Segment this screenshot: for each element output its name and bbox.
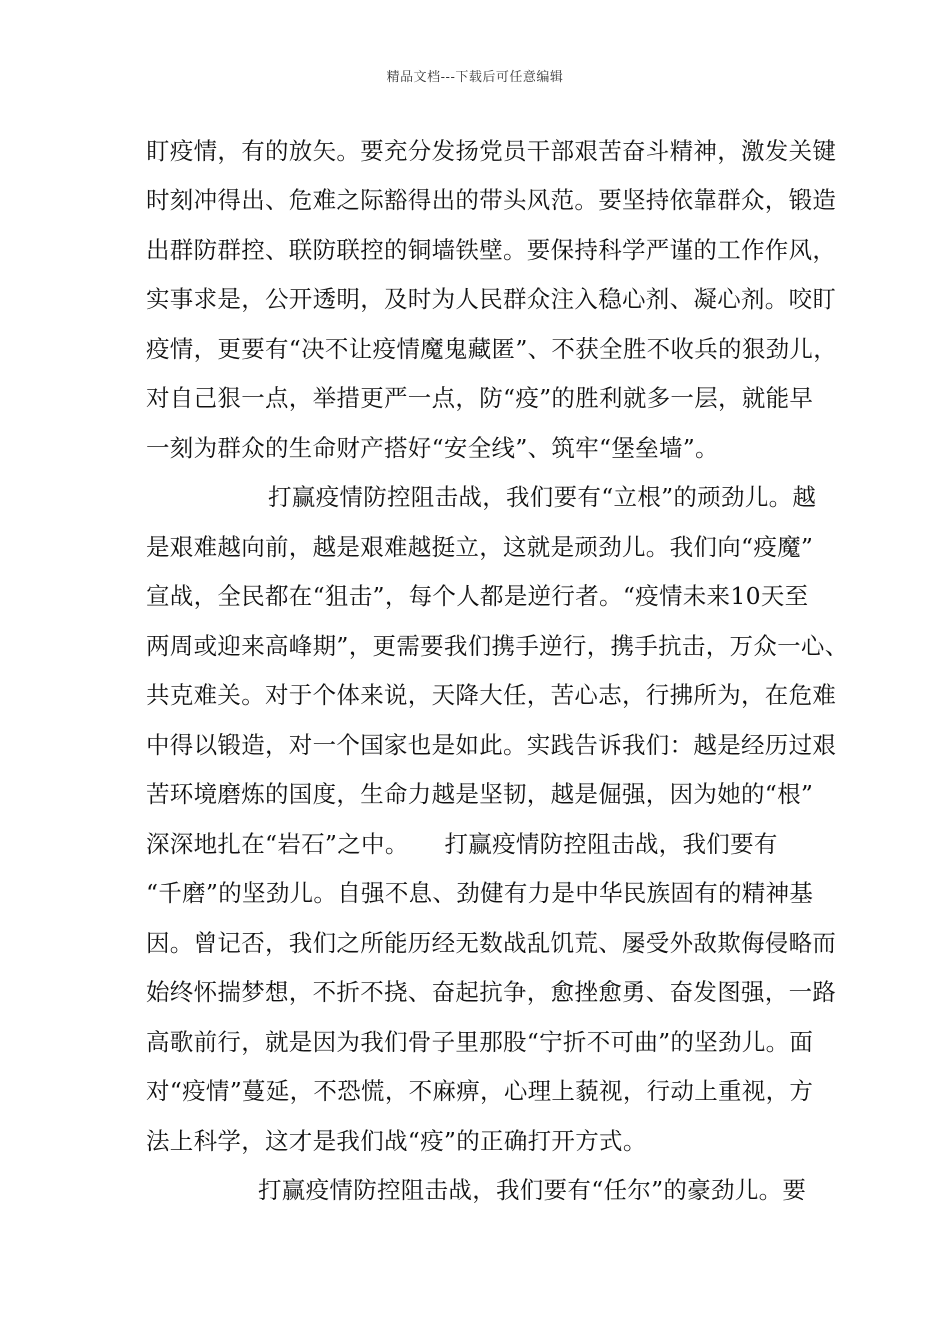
text-line: 对自己狠一点，举措更严一点，防“疫”的胜利就多一层，就能早 [146,384,814,412]
paragraph-start-line: 打赢疫情防控阻击战，我们要有“立根”的顽劲儿。越 [268,483,817,511]
paragraph-start-line: 打赢疫情防控阻击战，我们要有“任尔”的豪劲儿。要 [258,1176,807,1204]
text-line: 深深地扎在“岩石”之中。 打赢疫情防控阻击战，我们要有 [146,830,778,858]
text-line: 宣战，全民都在“狙击”，每个人都是逆行者。“疫情未来10天至 [146,582,809,610]
text-line: 一刻为群众的生命财产搭好“安全线”、筑牢“堡垒墙”。 [146,434,719,462]
text-line: 时刻冲得出、危难之际豁得出的带头风范。要坚持依靠群众，锻造 [146,186,837,214]
text-line: 疫情，更要有“决不让疫情魔鬼藏匿”、不获全胜不收兵的狠劲儿， [146,335,838,363]
text-line: 两周或迎来高峰期”，更需要我们携手逆行，携手抗击，万众一心、 [146,632,849,660]
text-line: 对“疫情”蔓延，不恐慌，不麻痹，心理上藐视，行动上重视，方 [146,1077,814,1105]
text-line: 法上科学，这才是我们战“疫”的正确打开方式。 [146,1127,647,1155]
text-line: 盯疫情，有的放矢。要充分发扬党员干部艰苦奋斗精神，激发关键 [146,137,837,165]
text-line: 高歌前行，就是因为我们骨子里那股“宁折不可曲”的坚劲儿。面 [146,1028,814,1056]
text-line: 出群防群控、联防联控的铜墙铁壁。要保持科学严谨的工作作风， [146,236,837,264]
text-line: 是艰难越向前，越是艰难越挺立，这就是顽劲儿。我们向“疫魔” [146,533,814,561]
text-line: 实事求是，公开透明，及时为人民群众注入稳心剂、凝心剂。咬盯 [146,285,837,313]
text-line: 始终怀揣梦想，不折不挠、奋起抗争，愈挫愈勇、奋发图强，一路 [146,978,837,1006]
text-line: 中得以锻造，对一个国家也是如此。实践告诉我们：越是经历过艰 [146,731,837,759]
text-line: 共克难关。对于个体来说，天降大任，苦心志，行拂所为，在危难 [146,681,837,709]
page-header: 精品文档---下载后可任意编辑 [386,70,564,85]
text-line: “千磨”的坚劲儿。自强不息、劲健有力是中华民族固有的精神基 [146,879,814,907]
text-line: 因。曾记否，我们之所能历经无数战乱饥荒、屡受外敌欺侮侵略而 [146,929,837,957]
text-line: 苦环境磨炼的国度，生命力越是坚韧，越是倔强，因为她的“根” [146,780,814,808]
